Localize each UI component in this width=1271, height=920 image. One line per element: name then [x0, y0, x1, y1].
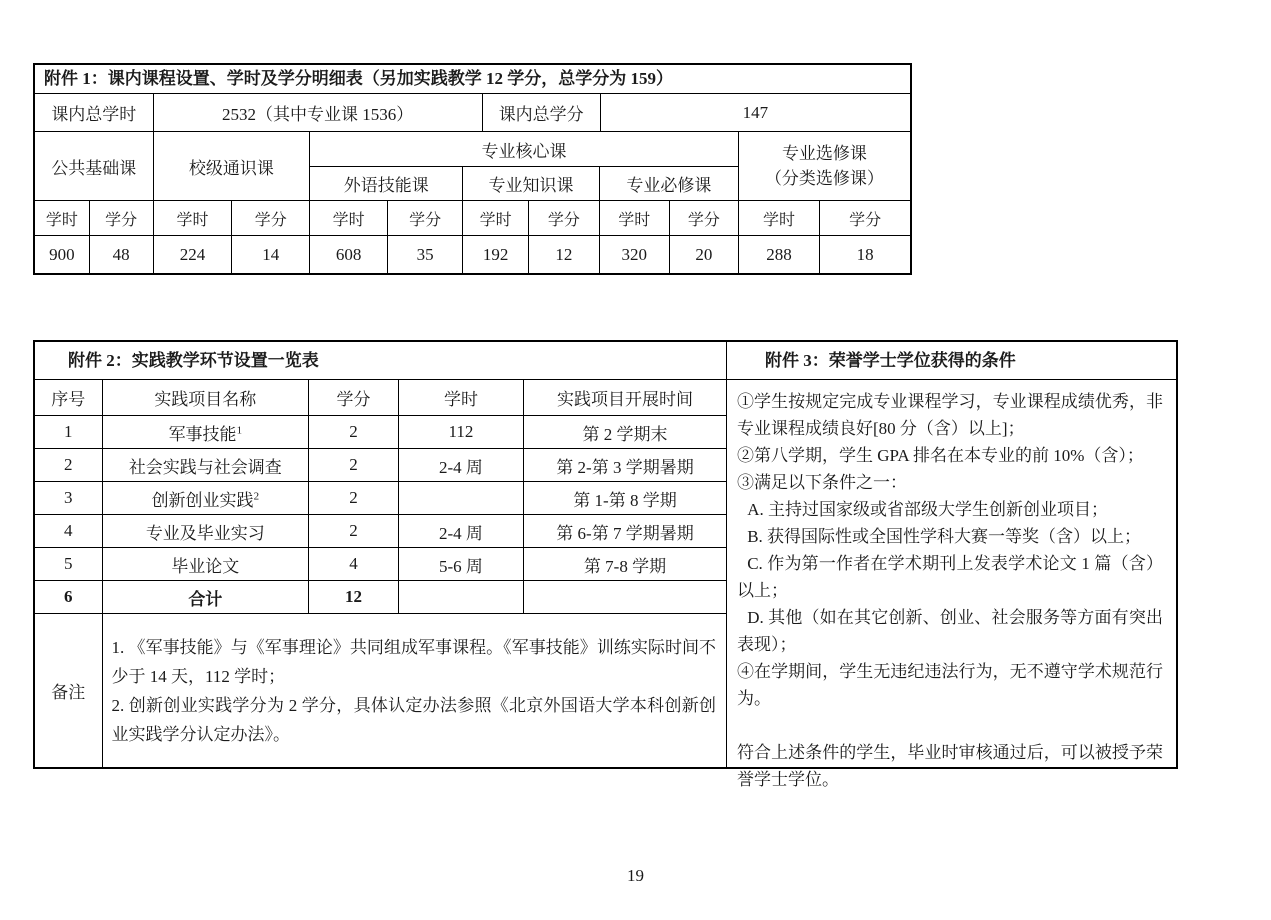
group-major-core: 专业核心课: [310, 132, 739, 167]
row-credit: 4: [309, 548, 399, 581]
value-cell: 288: [738, 236, 819, 274]
value-cell: 608: [310, 236, 388, 274]
condition-4: ④在学期间，学生无违纪违法行为，无不遵守学术规范行为。: [737, 662, 1163, 708]
course-group-row: [35, 132, 910, 167]
row-time: 第 6-第 7 学期暑期: [524, 515, 727, 548]
project-name: 专业及毕业实习: [145, 523, 265, 543]
page-number: 19: [627, 866, 644, 885]
subgroup-major-knowledge: 专业知识课: [463, 167, 599, 201]
row-name: 合计: [102, 581, 309, 614]
row-time: 第 2-第 3 学期暑期: [524, 449, 727, 482]
value-cell: 320: [599, 236, 669, 274]
condition-1: ①学生按规定完成专业课程学习，专业课程成绩优秀，非专业课程成绩良好[80 分（含）以上]；: [737, 392, 1163, 438]
remark-line: 2. 创新创业实践学分为 2 学分，具体认定办法参照《北京外国语大学本科创新创业实践学分认定办法》。: [111, 695, 716, 744]
unit-hours: 学时: [738, 201, 819, 236]
row-time: [524, 581, 727, 614]
table-row: [35, 482, 726, 515]
total-hours-label: 课内总学时: [35, 94, 153, 132]
condition-3: ③满足以下条件之一：: [737, 473, 907, 492]
totals-row: [35, 94, 910, 132]
unit-credits: 学分: [232, 201, 310, 236]
subgroup-language-skills: 外语技能课: [310, 167, 463, 201]
unit-credits: 学分: [820, 201, 910, 236]
row-hours: 112: [398, 416, 523, 449]
col-header-name: 实践项目名称: [102, 380, 309, 416]
row-time: 第 2 学期末: [524, 416, 727, 449]
attachment1-table: [33, 63, 912, 275]
value-cell: 20: [669, 236, 738, 274]
row-name: [102, 482, 309, 515]
col-header-time: 实践项目开展时间: [524, 380, 727, 416]
unit-hours: 学时: [463, 201, 529, 236]
attachment2-grid: [35, 380, 726, 767]
closing-statement: 符合上述条件的学生，毕业时审核通过后，可以被授予荣誉学士学位。: [737, 743, 1163, 789]
unit-hours: 学时: [153, 201, 232, 236]
unit-label-row: [35, 201, 910, 236]
row-no: 3: [35, 482, 102, 515]
condition-2: ②第八学期，学生 GPA 排名在本专业的前 10%（含）；: [737, 446, 1144, 465]
subgroup-major-required: 专业必修课: [599, 167, 738, 201]
row-hours: [398, 482, 523, 515]
attachment2-title: 附件 2：实践教学环节设置一览表: [35, 342, 726, 380]
value-cell: 192: [463, 236, 529, 274]
major-elective-line1: 专业选修课: [781, 143, 867, 163]
group-university-general: 校级通识课: [153, 132, 310, 201]
row-credit: 2: [309, 416, 399, 449]
value-cell: 48: [89, 236, 153, 274]
row-time: 第 7-8 学期: [524, 548, 727, 581]
attachment3-title: 附件 3：荣誉学士学位获得的条件: [727, 342, 1176, 380]
row-no: 5: [35, 548, 102, 581]
row-no: 6: [35, 581, 102, 614]
value-cell: 224: [153, 236, 232, 274]
table-row: [35, 416, 726, 449]
footnote-marker: 1: [236, 423, 243, 436]
attachment1-title: 附件 1：课内课程设置、学时及学分明细表（另加实践教学 12 学分，总学分为 159）: [35, 65, 910, 94]
row-credit: 12: [309, 581, 399, 614]
project-name: 创新创业实践: [151, 490, 254, 510]
footnote-marker: 2: [253, 489, 260, 502]
row-credit: 2: [309, 449, 399, 482]
row-credit: 2: [309, 482, 399, 515]
attachment3-body: [727, 380, 1176, 793]
attachment1-main-grid: [35, 132, 910, 273]
total-row: [35, 581, 726, 614]
condition-3a: A. 主持过国家级或省部级大学生创新创业项目；: [747, 500, 1108, 519]
table-row: [35, 515, 726, 548]
t2-header-row: [35, 380, 726, 416]
row-hours: 5-6 周: [398, 548, 523, 581]
attachment2-table: [35, 342, 727, 767]
row-name: [102, 416, 309, 449]
unit-hours: 学时: [310, 201, 388, 236]
row-credit: 2: [309, 515, 399, 548]
row-no: 2: [35, 449, 102, 482]
project-name: 毕业论文: [171, 556, 240, 576]
value-cell: 18: [820, 236, 910, 274]
condition-3d: D. 其他（如在其它创新、创业、社会服务等方面有突出表现）；: [737, 608, 1163, 654]
row-name: [102, 449, 309, 482]
row-name: [102, 515, 309, 548]
row-hours: [398, 581, 523, 614]
group-public-basic: 公共基础课: [35, 132, 153, 201]
major-elective-line2: （分类选修课）: [764, 169, 884, 188]
remark-label: 备注: [35, 614, 102, 768]
group-major-elective: [738, 132, 910, 201]
attachment1-totals-row: [35, 94, 910, 132]
value-cell: 900: [35, 236, 89, 274]
value-row: [35, 236, 910, 274]
row-no: 1: [35, 416, 102, 449]
row-name: [102, 548, 309, 581]
unit-credits: 学分: [669, 201, 738, 236]
table-row: [35, 449, 726, 482]
row-hours: 2-4 周: [398, 515, 523, 548]
table-row: [35, 548, 726, 581]
total-credits-value: 147: [600, 94, 910, 132]
project-name: 社会实践与社会调查: [128, 457, 282, 477]
unit-credits: 学分: [388, 201, 463, 236]
value-cell: 35: [388, 236, 463, 274]
row-no: 4: [35, 515, 102, 548]
project-name: 军事技能: [168, 424, 237, 444]
condition-3b: B. 获得国际性或全国性学科大赛一等奖（含）以上；: [747, 527, 1142, 546]
total-credits-label: 课内总学分: [482, 94, 600, 132]
remark-row: [35, 614, 726, 768]
condition-3c: C. 作为第一作者在学术期刊上发表学术论文 1 篇（含）以上；: [737, 554, 1163, 600]
total-hours-value: 2532（其中专业课 1536）: [153, 94, 482, 132]
row-hours: 2-4 周: [398, 449, 523, 482]
value-cell: 12: [528, 236, 599, 274]
remark-content: [102, 614, 726, 768]
attachment3-panel: [727, 342, 1176, 789]
col-header-no: 序号: [35, 380, 102, 416]
unit-credits: 学分: [89, 201, 153, 236]
col-header-credit: 学分: [309, 380, 399, 416]
col-header-hours: 学时: [398, 380, 523, 416]
unit-hours: 学时: [35, 201, 89, 236]
remark-line: 1. 《军事技能》与《军事理论》共同组成军事课程。《军事技能》训练实际时间不少于 14 天，112 学时；: [111, 637, 716, 686]
attachments-2-3-block: [33, 340, 1178, 789]
unit-hours: 学时: [599, 201, 669, 236]
row-time: 第 1-第 8 学期: [524, 482, 727, 515]
value-cell: 14: [232, 236, 310, 274]
unit-credits: 学分: [528, 201, 599, 236]
